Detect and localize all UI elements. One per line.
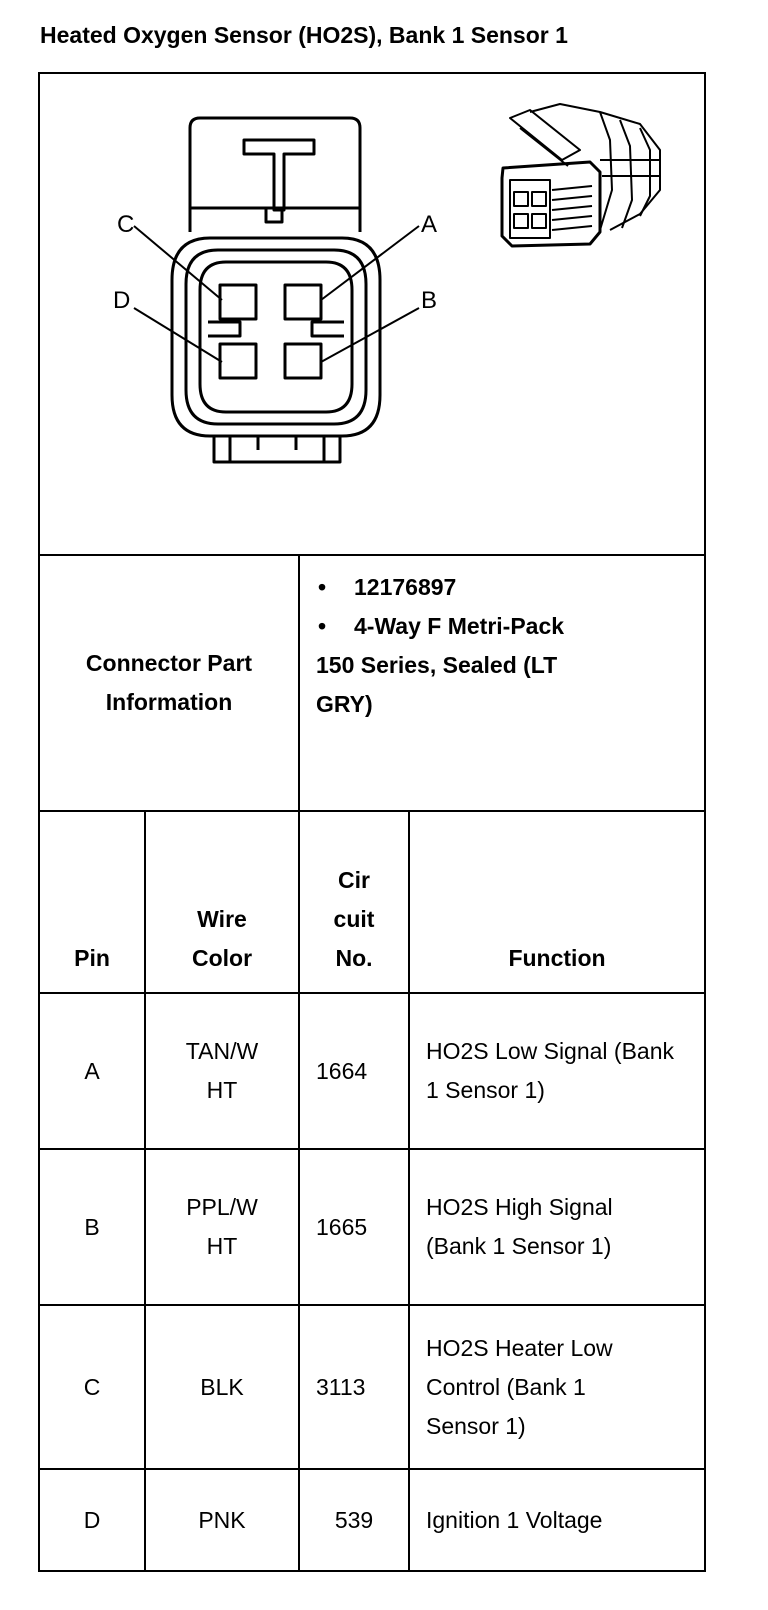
connector-info-value (300, 556, 704, 810)
connector-diagram (40, 74, 704, 552)
row-d-pin: D (83, 1506, 101, 1533)
row-c-function: HO2S Heater Low Control (Bank 1 Sensor 1) (426, 1334, 613, 1439)
connector-3d-view (502, 104, 660, 246)
row-d-color: PNK (198, 1506, 246, 1533)
row-a-circuit: 1664 (316, 1057, 368, 1084)
pin-label-b: B (421, 287, 438, 314)
connector-info-label: Connector Part Information (85, 650, 253, 715)
connector-series: 150 Series, Sealed (LT GRY) (316, 652, 558, 717)
header-wire-color: Wire Color (191, 906, 253, 971)
row-a-color: TAN/W HT (185, 1038, 259, 1103)
row-a-pin: A (84, 1057, 100, 1084)
row-d-function: Ignition 1 Voltage (426, 1506, 603, 1533)
header-circuit-no: Cir cuit No. (333, 867, 375, 971)
row-b-color: PPL/W HT (186, 1194, 258, 1259)
row-d-circuit: 539 (334, 1506, 374, 1533)
pin-label-d: D (113, 287, 131, 314)
row-c-pin: C (83, 1373, 101, 1400)
row-b-function: HO2S High Signal (Bank 1 Sensor 1) (426, 1194, 613, 1259)
row-c-circuit: 3113 (316, 1373, 366, 1400)
row-b-circuit: 1665 (316, 1213, 368, 1240)
header-function: Function (508, 945, 606, 971)
pin-label-a: A (421, 211, 438, 238)
header-pin: Pin (74, 945, 110, 971)
row-a-function: HO2S Low Signal (Bank 1 Sensor 1) (426, 1038, 675, 1103)
part-number: • 12176897 (316, 568, 606, 607)
connector-type: • 4-Way F Metri-Pack (316, 607, 606, 646)
row-b-pin: B (84, 1213, 100, 1240)
row-c-color: BLK (200, 1373, 244, 1400)
pin-label-c: C (117, 211, 135, 238)
page-title: Heated Oxygen Sensor (HO2S), Bank 1 Sensor 1 (40, 22, 568, 48)
